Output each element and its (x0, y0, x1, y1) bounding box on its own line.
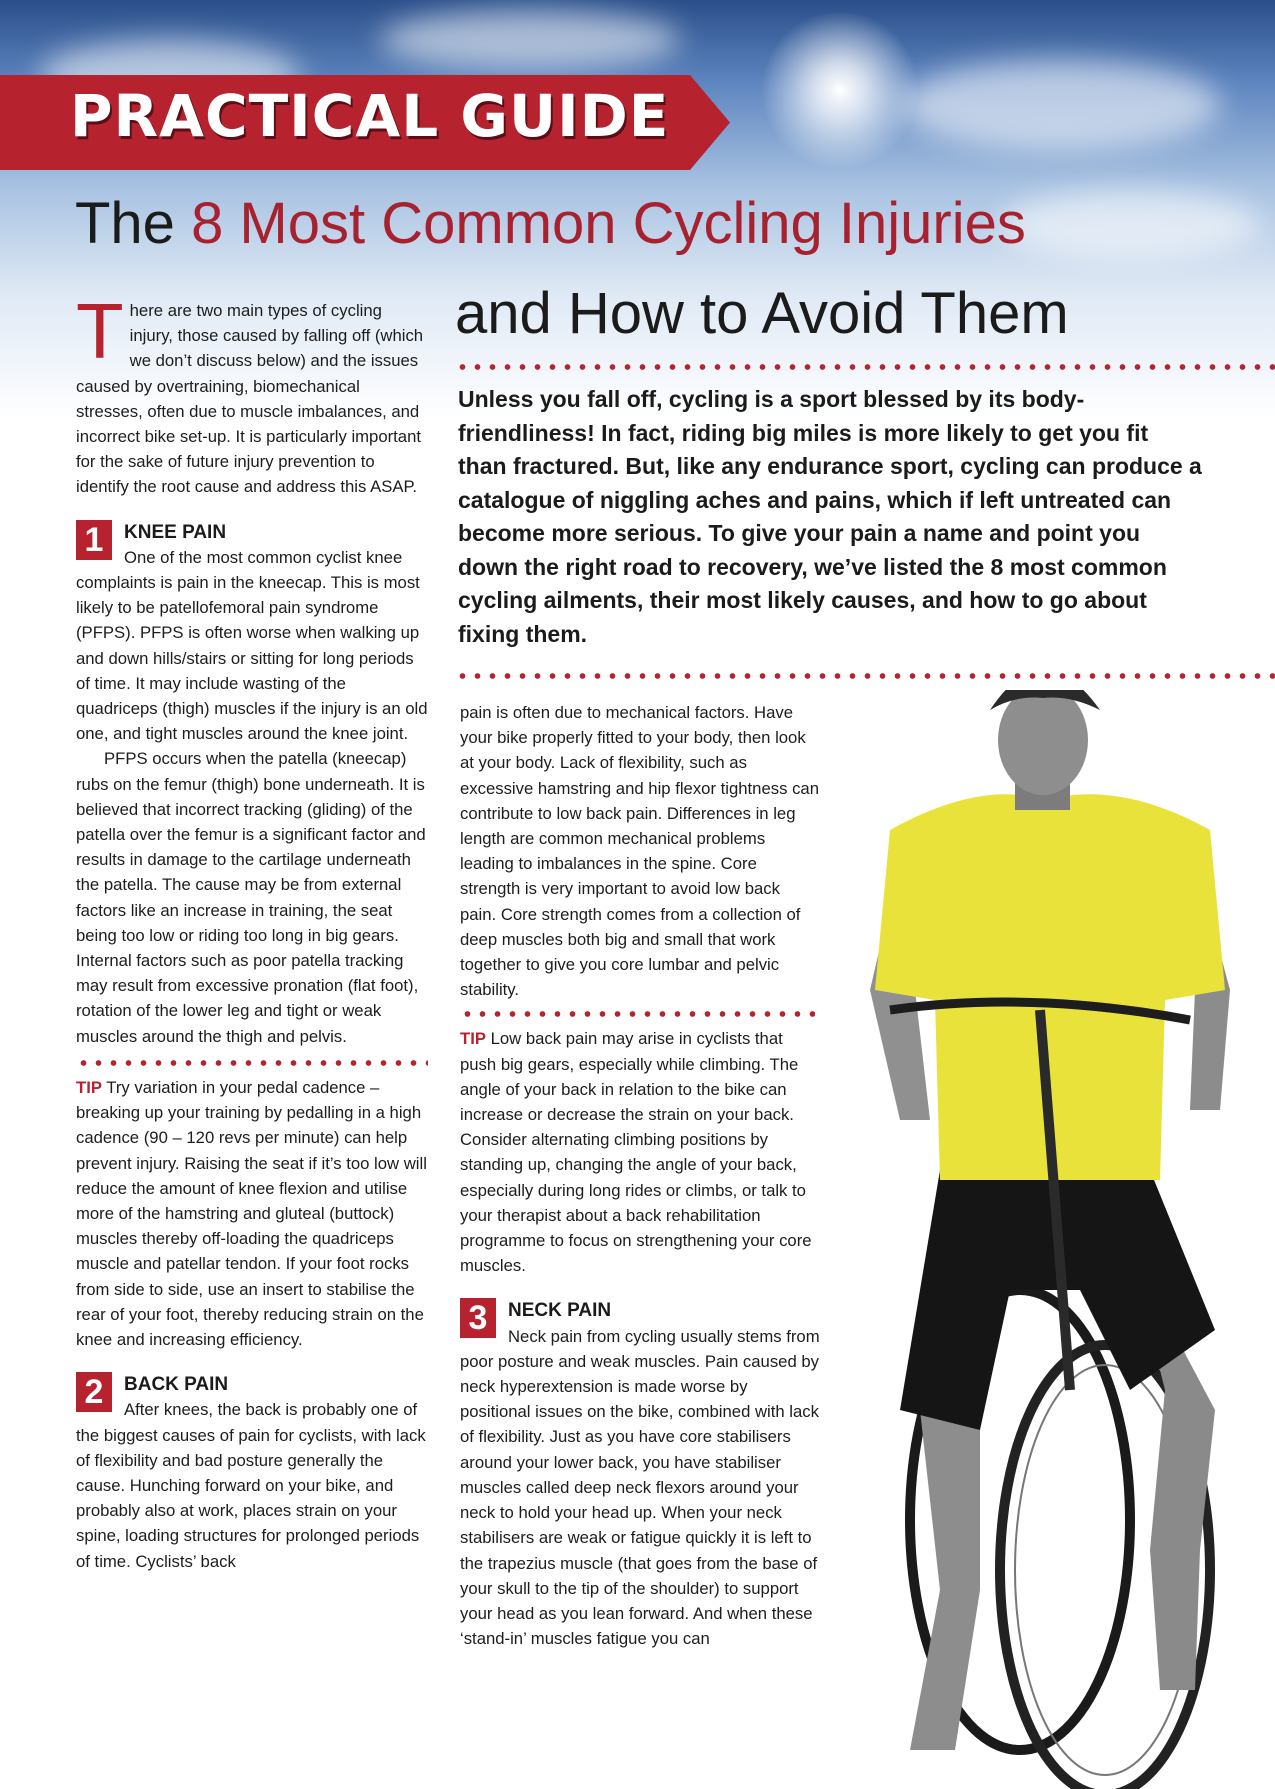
dotted-divider (455, 363, 1275, 371)
tip-label: TIP (76, 1077, 102, 1097)
knee-para-2: PFPS occurs when the patella (kneecap) rubs on the femur (thigh) bone underneath. It is believed that incorrect tracking (gliding) of the patella over the femur is a significant factor and results in damage to the cartilage underneath the patella. The cause may be from external factors like an increase in training, the seat being too low or riding too long in big gears. Internal factors such as poor patella tracking may result from excessive pronation (flat foot), rotation of the lower leg and tight or weak muscles around the thigh and pelvis. (76, 749, 426, 1046)
article-title-line2: and How to Avoid Them (455, 281, 1069, 346)
intro-paragraph: Unless you fall off, cycling is a sport blessed by its body-friendliness! In fact, riding big miles is more likely to get you fit than fractured. But, like any endurance sport, cycling can produce a catalogue of niggling aches and pains, which if left untreated can become more serious. To give your pain a name and point you down the right road to recovery, we’ve listed the 8 most common cycling ailments, their most likely causes, and how to go about fixing them. (458, 386, 1202, 647)
tip-text: Low back pain may arise in cyclists that push big gears, especially while climbing. The angle of your back in relation to the bike can increase or decrease the strain on your back. Consider alternating climbing positions by standing up, changing the angle of your back, especially during long rides or climbs, or talk to your therapist about a back rehabilitation programme to focus on strengthening your core muscles. (460, 1029, 812, 1276)
cyclist-photo (830, 690, 1275, 1789)
section-title: NECK PAIN (508, 1300, 612, 1322)
back-para-1: After knees, the back is probably one of the biggest causes of pain for cyclists, with lack of flexibility and bad posture generally the cause. Hunching forward on your bike, and probably also at work, places strain on your spine, loading structures for prolonged periods of time. Cyclists’ back (76, 1400, 426, 1571)
tip-label: TIP (460, 1029, 486, 1049)
middle-column (460, 700, 820, 1651)
cloud (1000, 190, 1260, 260)
section-number-badge: 1 (76, 520, 112, 560)
section-title: BACK PAIN (124, 1374, 229, 1396)
title-highlight: 8 Most Common Cycling Injuries (191, 191, 1026, 256)
dotted-divider (76, 1059, 428, 1067)
face (998, 690, 1088, 795)
banner-label: PRACTICAL GUIDE (70, 82, 670, 150)
section-title: KNEE PAIN (124, 521, 227, 543)
left-column (76, 287, 428, 1574)
drop-cap: T (76, 287, 124, 375)
knee-para-1: One of the most common cyclist knee complaints is pain in the kneecap. This is most likely to be patellofemoral pain syndrome (PFPS). PFPS is often worse when walking up and down hills/stairs or sitting for long periods of time. It may include wasting of the quadriceps (thigh) muscles if the injury is an old one, and tight muscles around the knee joint. (76, 547, 428, 744)
opening-paragraph (76, 287, 428, 500)
cloud (900, 60, 1220, 150)
article-title (75, 190, 1026, 257)
section-back-pain (76, 1372, 428, 1574)
back-tip (460, 1026, 820, 1278)
section-number-badge: 3 (460, 1298, 496, 1338)
title-prefix: The (75, 191, 192, 256)
knee-tip (76, 1075, 428, 1352)
section-number-badge: 2 (76, 1372, 112, 1412)
sun-glow (760, 10, 920, 170)
section-neck-pain (460, 1298, 820, 1651)
tip-text: Try variation in your pedal cadence – breaking up your training by pedalling in a high cadence (90 – 120 revs per minute) can help prevent injury. Raising the seat if it’s too low will reduce the amount of knee flexion and utilise more of the hamstring and gluteal (buttock) muscles thereby off-loading the quadriceps muscle and patellar tendon. If your foot rocks from side to side, use an insert to stabilise the rear of your foot, thereby reducing strain on the knee and increasing efficiency. (76, 1077, 427, 1349)
opening-text: here are two main types of cycling injury, those caused by falling off (which we don’t discuss below) and the issues caused by overtraining, biomechanical stresses, often due to muscle imbalances, and incorrect bike set-up. It is particularly important for the sake of future injury prevention to identify the root cause and address this ASAP. (76, 301, 424, 497)
dotted-divider (460, 1010, 815, 1018)
back-para-continued: pain is often due to mechanical factors. Have your bike properly fitted to your body, then look at your body. Lack of flexibility, such as excessive hamstring and hip flexor tightness can contribute to low back pain. Differences in leg length are common mechanical problems leading to imbalances in the spine. Core strength is very important to avoid low back pain. Core strength comes from a collection of deep muscles both big and small that work together to give you core lumbar and pelvic stability. (460, 703, 819, 1000)
section-knee-pain (76, 520, 428, 747)
dotted-divider (455, 672, 1275, 680)
neck-para-1: Neck pain from cycling usually stems from poor posture and weak muscles. Pain caused by neck hyperextension is made worse by positional issues on the bike, combined with lack of flexibility. Just as you have core stabilisers around your lower back, you have stabiliser muscles called deep neck flexors around your neck to hold your head up. When your neck stabilisers are weak or fatigue quickly it is left to the trapezius muscle (that goes from the base of your skull to the tip of the shoulder) to support your head as you lean forward. And when these ‘stand-in’ muscles fatigue you can (460, 1326, 820, 1649)
cloud (380, 10, 680, 70)
